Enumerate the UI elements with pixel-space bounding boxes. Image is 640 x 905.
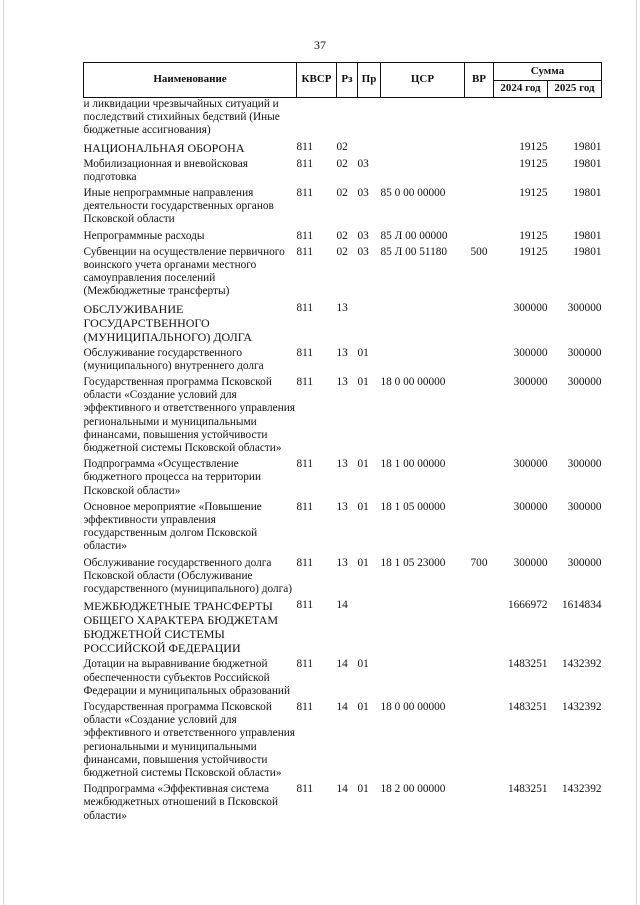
row-rz: 14	[336, 783, 348, 796]
row-amount-2025: 19801	[573, 187, 602, 200]
row-csr: 18 1 05 00000	[380, 500, 446, 513]
row-rz: 13	[336, 500, 348, 513]
row-pr: 01	[357, 346, 369, 359]
row-pr: 03	[357, 157, 369, 170]
row-amount-2024: 300000	[513, 376, 548, 389]
row-rz: 02	[336, 140, 348, 153]
row-vr	[465, 155, 494, 184]
row-kvsr: 811	[296, 376, 314, 389]
row-vr	[465, 373, 494, 455]
row-vr	[465, 98, 494, 138]
row-pr: 01	[357, 376, 369, 389]
table-row	[84, 554, 602, 597]
row-kvsr: 811	[296, 658, 314, 671]
row-name: Основное мероприятие «Повышение эффективности управления государственным долгом Псковской области»	[83, 500, 262, 553]
budget-table	[83, 62, 602, 823]
row-vr	[465, 498, 494, 554]
row-csr	[381, 655, 465, 698]
row-name: Непрограммные расходы	[83, 229, 205, 242]
scan-edge-right	[636, 0, 637, 905]
row-vr	[465, 138, 494, 155]
row-name: Обслуживание государственного (муниципального) внутреннего долга	[83, 346, 264, 372]
row-rz: 14	[336, 599, 348, 612]
row-pr: 01	[357, 783, 369, 796]
table-row	[84, 373, 602, 455]
header-rz: Рз	[337, 63, 358, 98]
row-rz	[337, 98, 358, 138]
row-amount-2024: 19125	[519, 140, 548, 153]
row-kvsr: 811	[296, 783, 314, 796]
row-kvsr: 811	[296, 700, 314, 713]
row-vr	[465, 455, 494, 498]
row-pr: 03	[357, 187, 369, 200]
row-amount-2024: 19125	[519, 157, 548, 170]
table-body	[84, 98, 602, 823]
scan-edge-left	[3, 0, 4, 905]
row-name: Подпрограмма «Эффективная система межбюджетных отношений в Псковской области»	[83, 783, 278, 822]
row-amount-2024: 19125	[519, 187, 548, 200]
header-sum: Сумма	[494, 63, 602, 81]
row-kvsr: 811	[296, 229, 314, 242]
row-amount-2025: 300000	[567, 500, 602, 513]
table-row	[84, 780, 602, 823]
row-name: Иные непрограммные направления деятельности государственных органов Псковской области	[83, 187, 274, 226]
row-amount-2024: 300000	[513, 346, 548, 359]
row-csr: 18 0 00 00000	[380, 700, 446, 713]
header-kvsr: КВСР	[297, 63, 337, 98]
row-kvsr	[297, 98, 337, 138]
row-amount-2025: 300000	[567, 458, 602, 471]
row-name: МЕЖБЮДЖЕТНЫЕ ТРАНСФЕРТЫ ОБЩЕГО ХАРАКТЕРА БЮДЖЕТАМ БЮДЖЕТНОЙ СИСТЕМЫ РОССИЙСКОЙ ФЕДЕРАЦИИ	[83, 599, 279, 656]
row-csr: 85 Л 00 00000	[380, 229, 448, 242]
header-csr: ЦСР	[381, 63, 465, 98]
row-amount-2025: 300000	[567, 556, 602, 569]
row-csr: 18 2 00 00000	[380, 783, 446, 796]
row-vr	[465, 655, 494, 698]
row-csr: 85 Л 00 51180	[380, 245, 448, 258]
row-rz: 13	[336, 458, 348, 471]
row-vr	[465, 299, 494, 344]
row-amount-2024: 19125	[519, 245, 548, 258]
row-pr	[358, 596, 381, 655]
row-amount-2024: 300000	[513, 556, 548, 569]
row-kvsr: 811	[296, 301, 314, 314]
page-number: 37	[314, 38, 326, 52]
table-row	[84, 344, 602, 373]
row-rz: 13	[336, 376, 348, 389]
row-vr	[465, 596, 494, 655]
row-amount-2025: 300000	[567, 376, 602, 389]
row-amount-2025: 19801	[573, 140, 602, 153]
row-kvsr: 811	[296, 500, 314, 513]
row-vr	[465, 344, 494, 373]
row-name: Дотации на выравнивание бюджетной обеспеченности субъектов Российской Федерации и муниципальных образований	[83, 658, 291, 697]
row-amount-2025: 300000	[567, 301, 602, 314]
row-name: Субвенции на осуществление первичного воинского учета органами местного самоуправления поселений (Межбюджетные трансферты)	[83, 245, 285, 298]
row-kvsr: 811	[296, 458, 314, 471]
row-amount-2025: 19801	[573, 157, 602, 170]
header-name: Наименование	[84, 63, 297, 98]
table-header	[84, 63, 602, 98]
row-csr: 18 1 05 23000	[380, 556, 446, 569]
row-vr	[465, 227, 494, 243]
row-name: Государственная программа Псковской области «Создание условий для эффективного и ответственного управления региональными и муниципальными финансами, повышения устойчивости бюджетной системы Псковской области»	[83, 376, 295, 455]
row-kvsr: 811	[296, 556, 314, 569]
table-row	[84, 299, 602, 344]
row-pr: 03	[357, 245, 369, 258]
row-name: ОБСЛУЖИВАНИЕ ГОСУДАРСТВЕННОГО (МУНИЦИПАЛЬНОГО) ДОЛГА	[83, 301, 253, 344]
row-kvsr: 811	[296, 157, 314, 170]
row-csr	[381, 138, 465, 155]
row-name: Обслуживание государственного долга Псковской области (Обслуживание государственного (муниципального) долга)	[83, 556, 293, 596]
row-csr	[381, 155, 465, 184]
row-rz: 02	[336, 157, 348, 170]
row-amount-2024: 19125	[519, 229, 548, 242]
row-vr	[465, 780, 494, 823]
row-rz: 13	[336, 301, 348, 314]
row-amount-2025: 300000	[567, 346, 602, 359]
row-amount-2024	[494, 98, 548, 138]
row-kvsr: 811	[296, 599, 314, 612]
row-csr	[381, 98, 465, 138]
row-pr	[358, 299, 381, 344]
row-pr: 01	[357, 658, 369, 671]
row-csr	[381, 596, 465, 655]
row-rz: 13	[336, 346, 348, 359]
row-amount-2024: 1483251	[507, 700, 548, 713]
row-pr: 03	[357, 229, 369, 242]
row-amount-2024: 1483251	[507, 783, 548, 796]
row-name: Подпрограмма «Осуществление бюджетного процесса на территории Псковской области»	[83, 458, 262, 497]
row-kvsr: 811	[296, 245, 314, 258]
row-rz: 14	[336, 658, 348, 671]
table-row	[84, 243, 602, 299]
row-amount-2025: 1614834	[561, 599, 602, 612]
row-pr: 01	[357, 500, 369, 513]
row-kvsr: 811	[296, 140, 314, 153]
table-row	[84, 227, 602, 243]
header-pr: Пр	[358, 63, 381, 98]
row-vr	[465, 698, 494, 780]
row-csr: 85 0 00 00000	[380, 187, 446, 200]
row-amount-2024: 300000	[513, 458, 548, 471]
table-row	[84, 655, 602, 698]
row-rz: 13	[336, 556, 348, 569]
row-vr	[465, 184, 494, 227]
row-name: Мобилизационная и вневойсковая подготовка	[83, 157, 248, 183]
table-row	[84, 138, 602, 155]
row-amount-2024: 1483251	[507, 658, 548, 671]
row-rz: 14	[336, 700, 348, 713]
row-vr: 700	[470, 556, 488, 569]
table-row	[84, 98, 602, 138]
row-rz: 02	[336, 245, 348, 258]
row-pr: 01	[357, 556, 369, 569]
row-kvsr: 811	[296, 187, 314, 200]
row-amount-2025: 1432392	[561, 700, 602, 713]
header-vr: ВР	[465, 63, 494, 98]
row-csr	[381, 299, 465, 344]
row-csr: 18 1 00 00000	[380, 458, 446, 471]
header-year-2024: 2024 год	[494, 81, 548, 98]
header-year-2025: 2025 год	[548, 81, 602, 98]
row-kvsr: 811	[296, 346, 314, 359]
table-row	[84, 155, 602, 184]
row-amount-2025: 1432392	[561, 783, 602, 796]
table-row	[84, 184, 602, 227]
row-amount-2025: 1432392	[561, 658, 602, 671]
row-pr: 01	[357, 458, 369, 471]
row-amount-2024: 300000	[513, 500, 548, 513]
row-vr: 500	[470, 245, 488, 258]
table-row	[84, 498, 602, 554]
row-amount-2025: 19801	[573, 245, 602, 258]
row-rz: 02	[336, 187, 348, 200]
row-csr: 18 0 00 00000	[380, 376, 446, 389]
row-pr	[358, 138, 381, 155]
row-amount-2024: 300000	[513, 301, 548, 314]
row-name: Государственная программа Псковской области «Создание условий для эффективного и ответственного управления региональными и муниципальными финансами, повышения устойчивости бюджетной системы Псковской области»	[83, 700, 295, 779]
row-amount-2025	[548, 98, 602, 138]
table-row	[84, 455, 602, 498]
row-pr: 01	[357, 700, 369, 713]
row-name: и ликвидации чрезвычайных ситуаций и последствий стихийных бедствий (Иные бюджетные ассигнования)	[83, 98, 280, 137]
row-csr	[381, 344, 465, 373]
row-pr	[358, 98, 381, 138]
row-amount-2024: 1666972	[507, 599, 548, 612]
row-name: НАЦИОНАЛЬНАЯ ОБОРОНА	[83, 140, 245, 155]
row-amount-2025: 19801	[573, 229, 602, 242]
table-row	[84, 698, 602, 780]
row-rz: 02	[336, 229, 348, 242]
table-row	[84, 596, 602, 655]
